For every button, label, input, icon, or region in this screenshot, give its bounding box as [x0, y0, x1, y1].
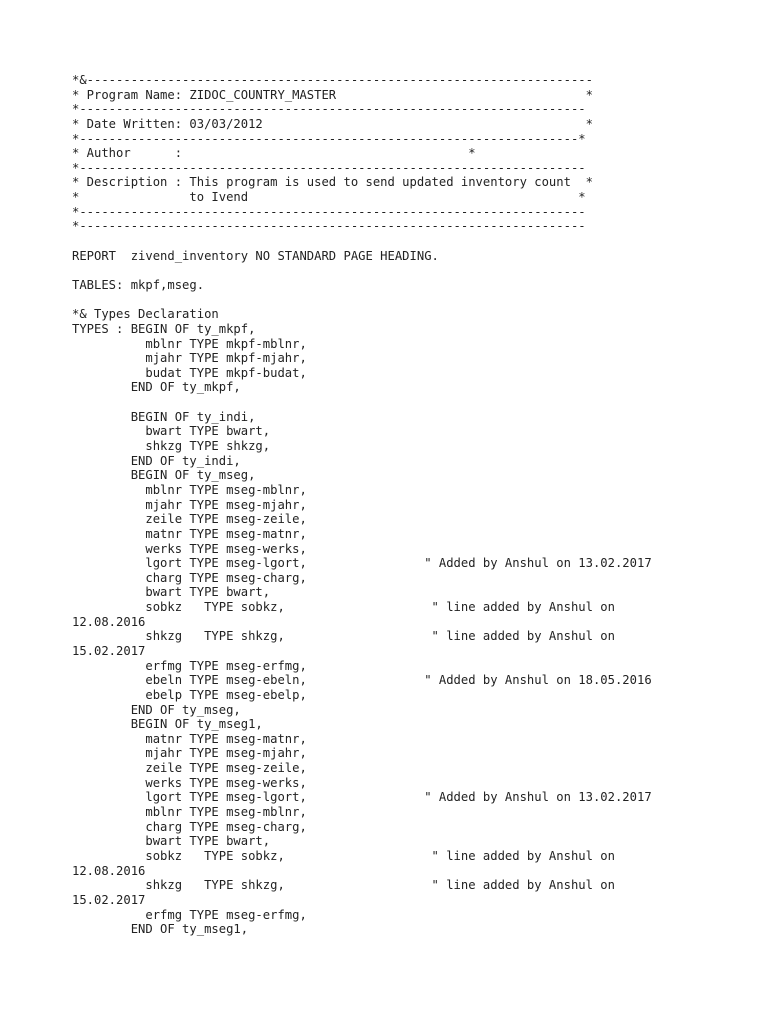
code-line [72, 395, 652, 410]
code-line: *--------------------------------------------------------------------* [72, 131, 586, 146]
code-line: erfmg TYPE mseg-erfmg, [72, 907, 307, 922]
code-line: END OF ty_mseg1, [72, 922, 249, 937]
code-line: werks TYPE mseg-werks, [72, 541, 307, 556]
code-line: zeile TYPE mseg-zeile, [72, 512, 307, 527]
code-line: bwart TYPE bwart, [72, 585, 271, 600]
code-line: END OF ty_mkpf, [72, 380, 241, 395]
code-line: END OF ty_indi, [72, 453, 241, 468]
code-line: charg TYPE mseg-charg, [72, 570, 307, 585]
code-line: * Description : This program is used to send updated inventory count * [72, 175, 593, 190]
code-line: mjahr TYPE mseg-mjahr, [72, 746, 307, 761]
code-line: 15.02.2017 [72, 892, 146, 907]
code-line: ebeln TYPE mseg-ebeln, " Added by Anshul on 18.05.2016 [72, 673, 652, 688]
code-line: * Date Written: 03/03/2012 * [72, 116, 593, 131]
code-line [72, 293, 652, 308]
code-line: REPORT zivend_inventory NO STANDARD PAGE HEADING. [72, 248, 439, 263]
code-line: END OF ty_mseg, [72, 702, 241, 717]
code-line: 12.08.2016 [72, 614, 146, 629]
code-line: bwart TYPE bwart, [72, 424, 271, 439]
code-line: lgort TYPE mseg-lgort, " Added by Anshul on 13.02.2017 [72, 556, 652, 571]
code-line [72, 263, 652, 278]
code-line: ebelp TYPE mseg-ebelp, [72, 687, 307, 702]
code-line: *--------------------------------------------------------------------- [72, 160, 586, 175]
code-line: mblnr TYPE mseg-mblnr, [72, 805, 307, 820]
code-line: BEGIN OF ty_mseg, [72, 468, 256, 483]
code-line: * Author : * [72, 146, 476, 161]
code-line: * to Ivend * [72, 190, 586, 205]
code-line: sobkz TYPE sobkz, " line added by Anshul on [72, 600, 615, 615]
code-line: matnr TYPE mseg-matnr, [72, 731, 307, 746]
code-line: TABLES: mkpf,mseg. [72, 277, 205, 292]
code-line: charg TYPE mseg-charg, [72, 819, 307, 834]
code-line: * Program Name: ZIDOC_COUNTRY_MASTER * [72, 87, 593, 102]
code-line: zeile TYPE mseg-zeile, [72, 761, 307, 776]
code-line: mjahr TYPE mseg-mjahr, [72, 497, 307, 512]
code-line: 15.02.2017 [72, 643, 146, 658]
code-listing [72, 73, 652, 937]
code-line: bwart TYPE bwart, [72, 834, 271, 849]
code-line: 12.08.2016 [72, 863, 146, 878]
code-line [72, 234, 652, 249]
code-line: matnr TYPE mseg-matnr, [72, 526, 307, 541]
code-line: *--------------------------------------------------------------------- [72, 204, 586, 219]
code-line: shkzg TYPE shkzg, [72, 439, 271, 454]
code-line: lgort TYPE mseg-lgort, " Added by Anshul on 13.02.2017 [72, 790, 652, 805]
code-line: erfmg TYPE mseg-erfmg, [72, 658, 307, 673]
code-line: *--------------------------------------------------------------------- [72, 102, 586, 117]
code-line: *&--------------------------------------------------------------------- [72, 73, 593, 87]
code-line: mblnr TYPE mseg-mblnr, [72, 482, 307, 497]
code-line: shkzg TYPE shkzg, " line added by Anshul on [72, 629, 615, 644]
code-line: TYPES : BEGIN OF ty_mkpf, [72, 321, 256, 336]
code-line: BEGIN OF ty_indi, [72, 409, 256, 424]
code-line: werks TYPE mseg-werks, [72, 775, 307, 790]
code-line: sobkz TYPE sobkz, " line added by Anshul on [72, 848, 615, 863]
code-line: BEGIN OF ty_mseg1, [72, 717, 263, 732]
code-line: shkzg TYPE shkzg, " line added by Anshul on [72, 878, 615, 893]
code-line: mblnr TYPE mkpf-mblnr, [72, 336, 307, 351]
code-line: budat TYPE mkpf-budat, [72, 365, 307, 380]
code-line: *--------------------------------------------------------------------- [72, 219, 586, 234]
code-line: *& Types Declaration [72, 307, 219, 322]
code-line: mjahr TYPE mkpf-mjahr, [72, 351, 307, 366]
